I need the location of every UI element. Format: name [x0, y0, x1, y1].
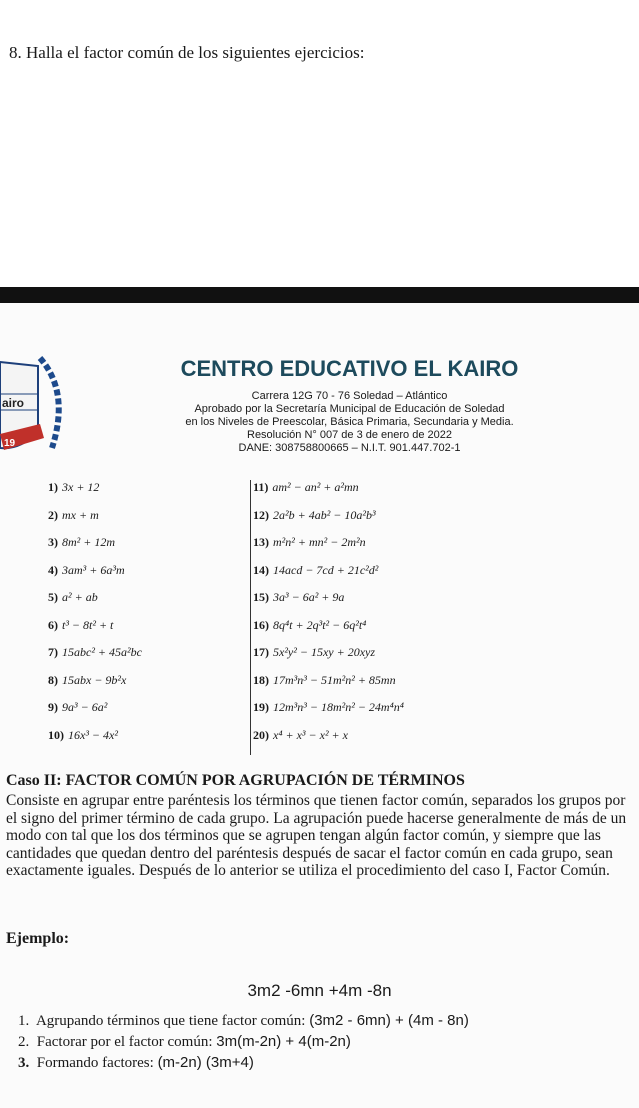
header-levels: en los Niveles de Preescolar, Básica Primaria, Secundaria y Media. [185, 416, 514, 428]
exercise-item [48, 508, 99, 523]
exercise-item [253, 645, 375, 660]
exercise-expression: mx + m [62, 507, 99, 522]
exercise-item [253, 673, 396, 688]
exercise-expression: 12m³n³ − 18m²n² − 24m⁴n⁴ [273, 700, 404, 714]
exercise-expression: 15abx − 9b²x [62, 672, 127, 687]
exercise-item [48, 480, 99, 495]
exercise-number: 12) [253, 507, 269, 522]
exercise-expression: 3a³ − 6a² + 9a [273, 590, 345, 604]
exercise-expression: 17m³n³ − 51m²n² + 85mn [273, 672, 396, 687]
exercise-item [253, 618, 366, 633]
exercise-expression: t³ − 8t² + t [62, 617, 114, 632]
exercise-number: 16) [253, 617, 269, 632]
exercise-expression: 8q⁴t + 2q³t² − 6q²t⁴ [273, 617, 367, 632]
exercise-number: 19) [253, 700, 269, 714]
ejemplo-expression: 3m2 -6mn +4m -8n [247, 981, 392, 1000]
exercise-number: 7) [48, 645, 58, 659]
exercise-item [48, 590, 98, 605]
exercise-expression: m²n² + mn² − 2m²n [273, 535, 366, 549]
column-divider [250, 480, 251, 755]
exercise-number: 11) [253, 480, 269, 494]
exercise-item [48, 728, 118, 743]
exercise-number: 4) [48, 562, 58, 577]
exercise-item [48, 563, 125, 578]
exercise-number: 14) [253, 562, 269, 577]
exercise-item [253, 508, 376, 523]
logo-text: airo [2, 396, 25, 410]
exercise-number: 3) [48, 535, 58, 549]
exercise-item [253, 480, 359, 495]
exercise-number: 17) [253, 645, 269, 659]
exercise-expression: 5x²y² − 15xy + 20xyz [273, 645, 376, 659]
exercise-number: 1) [48, 480, 58, 494]
exercise-number: 9) [48, 700, 58, 714]
exercise-expression: 3am³ + 6a³m [62, 562, 125, 577]
exercise-number: 18) [253, 672, 269, 687]
exercise-item [48, 645, 142, 660]
exercise-expression: 9a³ − 6a² [62, 700, 108, 714]
header-address: Carrera 12G 70 - 76 Soledad – Atlántico [251, 390, 448, 402]
exercise-expression: 14acd − 7cd + 21c²d² [273, 562, 379, 577]
exercise-number: 20) [253, 727, 269, 742]
exercise-expression: 15abc² + 45a²bc [62, 645, 142, 659]
caso-title: Caso II: FACTOR COMÚN POR AGRUPACIÓN DE TÉRMINOS [6, 772, 465, 789]
exercise-item [48, 535, 115, 550]
exercise-number: 6) [48, 617, 58, 632]
exercise-expression: a² + ab [62, 590, 98, 604]
exercise-number: 5) [48, 590, 58, 604]
exercise-item [48, 673, 126, 688]
exercise-expression: 16x³ − 4x² [68, 727, 118, 742]
exercise-number: 8) [48, 672, 58, 687]
exercise-item [253, 535, 366, 550]
exercise-number: 10) [48, 727, 64, 742]
exercise-expression: x⁴ + x³ − x² + x [273, 727, 348, 742]
caso-description: Consiste en agrupar entre paréntesis los términos que tienen factor común, separados los grupos por el signo del primer término de cada grupo. La agrupación puede hacerse generalmente de más de un modo con tal que los dos términos que se agrupen tengan algún factor común, y siempre que las cantidades que quedan dentro del paréntesis después de sacar el factor común en cada grupo, sean exactamente iguales. Después de lo anterior se utiliza el procedimiento del caso I, Factor Común. [6, 792, 627, 880]
school-name: CENTRO EDUCATIVO EL KAIRO [180, 356, 519, 381]
exercise-number: 2) [48, 507, 58, 522]
header-dane: DANE: 308758800665 – N.I.T. 901.447.702-1 [238, 442, 461, 454]
exercise-expression: 3x + 12 [62, 480, 100, 494]
exercise-item [253, 700, 404, 715]
step-1: 1. Agrupando términos que tiene factor común: (3m2 - 6mn) + (4m - 8n) [18, 1012, 469, 1029]
header-resolution: Resolución N° 007 de 3 de enero de 2022 [247, 429, 452, 441]
exercise-number: 15) [253, 590, 269, 604]
exercise-item [253, 590, 344, 605]
exercise-item [48, 700, 107, 715]
exercise-expression: 2a²b + 4ab² − 10a²b³ [273, 507, 376, 522]
divider-band [0, 287, 639, 303]
exercise-item [48, 618, 113, 633]
exercise-expression: 8m² + 12m [62, 535, 116, 549]
exercise-item [253, 563, 378, 578]
question-heading: 8. Halla el factor común de los siguientes ejercicios: [9, 43, 365, 62]
exercise-expression: am² − an² + a²mn [272, 480, 359, 494]
header-approval: Aprobado por la Secretaría Municipal de Educación de Soledad [194, 403, 505, 415]
step-2: 2. Factorar por el factor común: 3m(m-2n) + 4(m-2n) [18, 1033, 351, 1050]
ejemplo-label: Ejemplo: [6, 930, 70, 947]
exercise-item [253, 728, 348, 743]
step-3: 3. Formando factores: (m-2n) (3m+4) [18, 1054, 254, 1071]
svg-text:19: 19 [4, 438, 16, 449]
exercise-number: 13) [253, 535, 269, 549]
